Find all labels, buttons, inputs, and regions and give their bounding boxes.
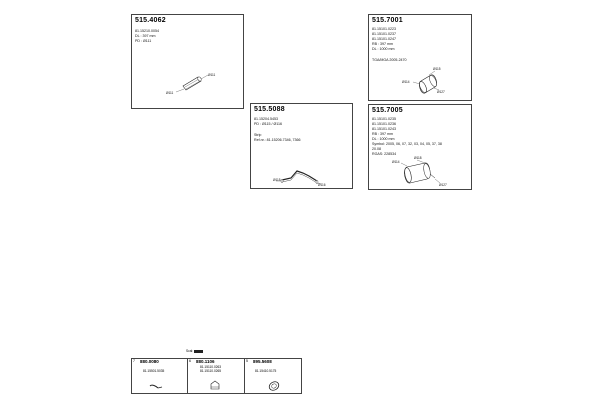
part-number: 515.7005 <box>372 107 403 114</box>
accessory-code: 880.1106 <box>196 358 215 364</box>
diameter-label: Ø127 <box>439 183 447 187</box>
part-ref: 81.15204.5453 <box>254 117 278 121</box>
diameter-label: Ø114 <box>392 160 400 164</box>
accessory-item <box>187 358 244 394</box>
bracket-icon <box>188 359 245 395</box>
diameter-label: Ø116 <box>318 183 326 187</box>
diameter-label: Ø115 <box>433 67 441 71</box>
accessory-ref: 81.15110.0265 <box>200 369 222 373</box>
diameter-label: Ø111 <box>208 73 216 77</box>
part-spec: DL : 1000 mm <box>372 47 395 51</box>
part-card-515-5088 <box>250 103 353 189</box>
part-spec: RB : 397 mm <box>372 42 393 46</box>
part-number: 515.7001 <box>372 17 403 24</box>
muffler-diagram <box>369 105 473 191</box>
accessory-index: 5 <box>246 359 248 363</box>
diameter-label: Ø111 <box>166 91 174 95</box>
part-spec: DL : 397 mm <box>135 34 156 38</box>
part-spec: Ref.nr.: 81.15206.7346, 7366 <box>254 138 301 142</box>
accessory-code: 895.5608 <box>253 358 272 364</box>
pipe-diagram <box>251 104 354 190</box>
part-spec: PD : Ø111 <box>135 39 152 43</box>
accessory-ref: 81.15110.0263 <box>200 365 222 369</box>
part-ref: 81.15101.0243 <box>372 127 396 131</box>
part-spec: Strip <box>254 133 262 137</box>
accessory-strip <box>131 353 303 394</box>
part-number: 515.4062 <box>135 17 166 24</box>
accessory-item <box>131 358 187 394</box>
part-ref: 81.15101.0237 <box>372 32 396 36</box>
part-spec: DL : 1000 mm <box>372 137 395 141</box>
pipe-diagram <box>132 15 245 110</box>
gasket-icon <box>245 359 303 395</box>
part-note: 20.08 <box>372 147 381 151</box>
clamp-icon <box>132 359 188 395</box>
diameter-label: Ø118 <box>414 156 422 160</box>
part-card-515-7001 <box>368 14 472 101</box>
part-note: Symbol: 2005, 06, 07, 32, 03, 04, 05, 37, 38 <box>372 142 442 146</box>
accessory-ref: 81.15501.5035 <box>143 369 165 373</box>
diameter-label: Ø114 <box>402 80 410 84</box>
accessory-code: 880.0080 <box>140 358 159 364</box>
part-number: 515.5088 <box>254 106 285 113</box>
accessory-item <box>244 358 302 394</box>
part-note: TGA/MGA 2005-2470 <box>372 58 407 62</box>
diameter-label: Ø127 <box>437 90 445 94</box>
part-spec: PD : Ø115 / Ø116 <box>254 122 283 126</box>
part-ref: 81.15101.0223 <box>372 27 396 31</box>
muffler-diagram <box>369 15 473 102</box>
accessory-index: 6 <box>189 359 191 363</box>
part-card-515-7005 <box>368 104 472 190</box>
part-card-515-4062 <box>131 14 244 109</box>
part-spec: RB : 397 mm <box>372 132 393 136</box>
diameter-label: Ø115 <box>273 178 281 182</box>
scale-label: Scal: <box>186 349 194 353</box>
part-ref: 81.15210.0054 <box>135 29 159 33</box>
part-ref: 81.15101.0247 <box>372 37 396 41</box>
part-ref: 81.15101.0235 <box>372 117 396 121</box>
part-ref: 81.15101.0236 <box>372 122 396 126</box>
accessory-index: 7 <box>133 359 135 363</box>
part-note: RGAS: 228534 <box>372 152 397 156</box>
accessory-ref: 81.15410.5175 <box>255 369 277 373</box>
